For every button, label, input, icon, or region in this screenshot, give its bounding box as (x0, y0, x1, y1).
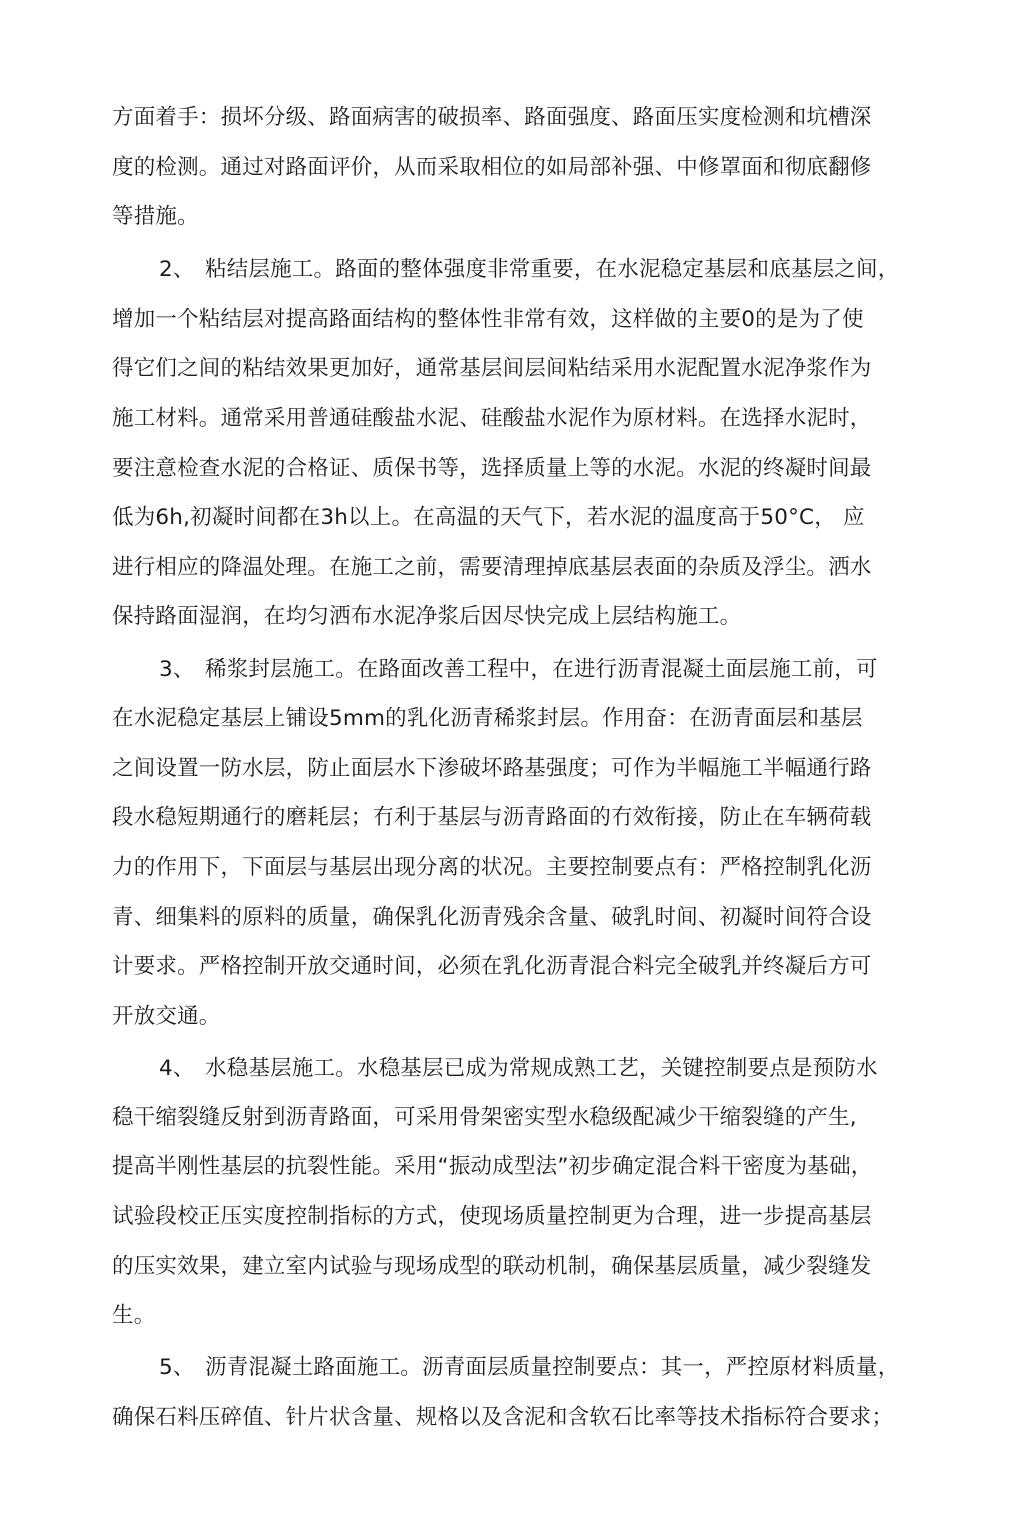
paragraph-2-number: 2、 (159, 257, 195, 282)
paragraph-3-line-5: 力的作用下，下面层与基层出现分离的状况。主要控制要点有：严格控制乳化沥 (112, 855, 872, 880)
paragraph-4-line-2: 稳干缩裂缝反射到沥青路面，可采用骨架密实型水稳级配减少干缩裂缝的产生, (112, 1105, 857, 1130)
paragraph-2-line-4: 施工材料。通常采用普通硅酸盐水泥、硅酸盐水泥作为原材料。在选择水泥时， (112, 406, 872, 431)
paragraph-3-first-line (112, 655, 878, 685)
paragraph-4-line-1: 水稳基层施工。水稳基层已成为常规成熟工艺，关键控制要点是预防水 (205, 1056, 878, 1081)
paragraph-5-line-1: 沥青混凝土路面施工。沥青面层质量控制要点：其一，严控原材料质量， (205, 1355, 900, 1380)
paragraph-3-number: 3、 (159, 657, 195, 682)
paragraph-3-line-8: 开放交通。 (112, 1004, 221, 1029)
paragraph-2-line-1: 粘结层施工。路面的整体强度非常重要，在水泥稳定基层和底基层之间， (205, 257, 900, 282)
paragraph-1-line-1: 方面着手：损坏分级、路面病害的破损率、路面强度、路面压实度检测和坑槽深 (112, 105, 872, 130)
paragraph-4-line-6: 生。 (112, 1303, 156, 1328)
paragraph-1-line-3: 等措施。 (112, 204, 199, 229)
paragraph-5-first-line (112, 1353, 899, 1383)
paragraph-4-line-5: 的压实效果，建立室内试验与现场成型的联动机制，确保基层质量，减少裂缝发 (112, 1254, 872, 1279)
paragraph-2-line-5: 要注意检查水泥的合格证、质保书等，选择质量上等的水泥。水泥的终凝时间最 (112, 456, 872, 481)
paragraph-5-line-2: 确保石料压碎值、针片状含量、规格以及含泥和含软石比率等技术指标符合要求； (112, 1405, 894, 1430)
paragraph-4-number: 4、 (159, 1056, 195, 1081)
paragraph-2-line-2: 增加一个粘结层对提高路面结构的整体性非常有效，这样做的主要0的是为了使 (112, 307, 864, 332)
paragraph-2-line-6: 低为6h,初凝时间都在3h以上。在高温的天气下，若水泥的温度高于50°C， 应 (112, 505, 865, 530)
paragraph-5-number: 5、 (159, 1355, 195, 1380)
paragraph-3-line-1: 稀浆封层施工。在路面改善工程中，在进行沥青混凝土面层施工前，可 (205, 657, 878, 682)
paragraph-3-line-7: 计要求。严格控制开放交通时间，必须在乳化沥青混合料完全破乳并终凝后方可 (112, 954, 872, 979)
paragraph-4-line-3: 提高半刚性基层的抗裂性能。采用“振动成型法”初步确定混合料干密度为基础， (112, 1154, 873, 1179)
paragraph-2-line-7: 进行相应的降温处理。在施工之前，需要清理掉底基层表面的杂质及浮尘。洒水 (112, 555, 872, 580)
paragraph-2-line-8: 保持路面湿润，在均匀洒布水泥净浆后因尽快完成上层结构施工。 (112, 604, 742, 629)
paragraph-3-line-4: 段水稳短期通行的磨耗层；冇利于基层与沥青路面的冇效衔接，防止在车辆荷载 (112, 805, 872, 830)
paragraph-4-line-4: 试验段校正压实度控制指标的方式，使现场质量控制更为合理，进一步提高基层 (112, 1204, 872, 1229)
paragraph-3-line-2: 在水泥稳定基层上铺设5mm的乳化沥青稀浆封层。作用奋：在沥青面层和基层 (112, 706, 863, 731)
paragraph-2-first-line (112, 255, 899, 285)
paragraph-4-first-line (112, 1054, 878, 1084)
paragraph-1-line-2: 度的检测。通过对路面评价，从而采取相位的如局部补强、中修罩面和彻底翻修 (112, 155, 872, 180)
paragraph-3-line-6: 青、细集料的原料的质量，确保乳化沥青残余含量、破乳时间、初凝时间符合设 (112, 905, 872, 930)
paragraph-2-line-3: 得它们之间的粘结效果更加好，通常基层间层间粘结采用水泥配置水泥净浆作为 (112, 356, 872, 381)
paragraph-3-line-3: 之间设置一防水层，防止面层水下渗破坏路基强度；可作为半幅施工半幅通行路 (112, 756, 872, 781)
